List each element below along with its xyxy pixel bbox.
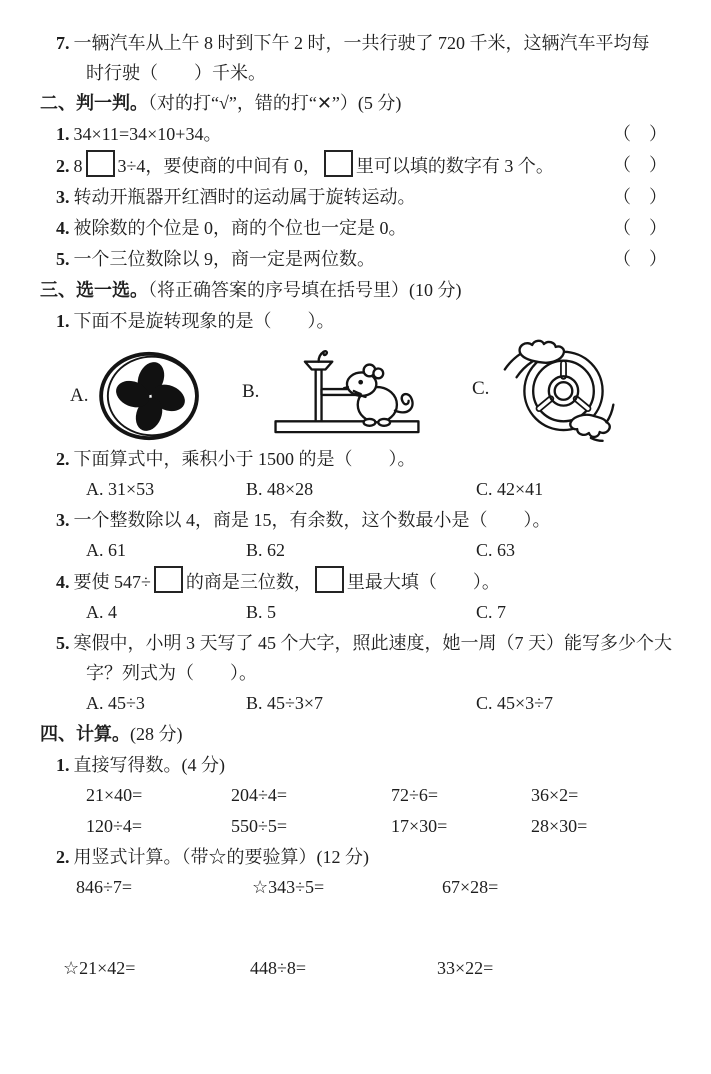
q1-picture-options xyxy=(40,340,669,438)
judge-text xyxy=(56,150,554,182)
calc-problem: 17×30= xyxy=(391,816,448,836)
question-number: 4. xyxy=(56,218,70,238)
question-7-line1 xyxy=(40,28,669,58)
calc-sub1-title xyxy=(40,750,669,780)
blank-box xyxy=(324,150,353,177)
option-c: C. 7 xyxy=(476,602,507,622)
option-a-group xyxy=(70,350,204,442)
judge-item-3 xyxy=(40,182,669,213)
judge-item-5 xyxy=(40,244,669,275)
question-text: 的商是三位数， xyxy=(185,572,312,592)
question-number: 3. xyxy=(56,187,70,207)
question-text: 下面算式中，乘积小于 1500 的是（ ）。 xyxy=(73,449,416,469)
question-text: 要使 547÷ xyxy=(73,572,151,592)
mouse-pressing-lever-icon xyxy=(267,346,425,438)
answer-bracket: （ ） xyxy=(613,187,667,207)
q5-options xyxy=(40,688,669,719)
question-text: 转动开瓶器开红酒时的运动属于旋转运动。 xyxy=(73,187,416,207)
choice-q4 xyxy=(40,566,669,597)
choice-q5-line2 xyxy=(40,658,669,688)
question-text: 里可以填的数字有 3 个。 xyxy=(355,156,554,176)
question-text: 被除数的个位是 0，商的个位也一定是 0。 xyxy=(73,218,407,238)
answer-bracket: （ ） xyxy=(613,155,667,175)
question-number: 7. xyxy=(56,33,70,53)
option-b-label: B. xyxy=(242,381,260,402)
subsection-number: 2. xyxy=(56,847,70,867)
calc-problem: 550÷5= xyxy=(231,816,288,836)
option-a: A. 45÷3 xyxy=(86,693,145,713)
question-text: 一辆汽车从上午 8 时到下午 2 时，一共行驶了 720 千米，这辆汽车平均每 xyxy=(73,33,650,53)
judge-item-4 xyxy=(40,213,669,244)
question-text: 时行驶（ ）千米。 xyxy=(86,63,266,83)
question-number: 2. xyxy=(56,156,70,176)
direct-calc-row-2 xyxy=(40,811,669,842)
option-b: B. 5 xyxy=(246,602,277,622)
question-text: 一个三位数除以 9，商一定是两位数。 xyxy=(73,249,375,269)
blank-box xyxy=(315,566,344,593)
question-text: 8 xyxy=(73,156,83,176)
option-c-group xyxy=(472,336,629,442)
question-text: 3÷4，要使商的中间有 0， xyxy=(117,156,321,176)
question-number: 1. xyxy=(56,311,70,331)
choice-q5-line1 xyxy=(40,628,672,658)
question-number: 1. xyxy=(56,124,70,144)
option-a: A. 31×53 xyxy=(86,479,155,499)
blank-box xyxy=(86,150,115,177)
option-c: C. 63 xyxy=(476,540,516,560)
calc-problem-starred: ☆343÷5= xyxy=(252,877,325,897)
option-b: B. 48×28 xyxy=(246,479,314,499)
calc-problem: 120÷4= xyxy=(86,816,143,836)
subsection-title: 用竖式计算。（带☆的要验算）(12 分) xyxy=(73,847,369,867)
direct-calc-row-1 xyxy=(40,780,669,811)
electric-fan-icon xyxy=(96,350,204,442)
judge-text xyxy=(56,213,407,244)
q3-options xyxy=(40,535,669,566)
section-3-heading xyxy=(40,275,669,306)
question-number: 4. xyxy=(56,572,70,592)
calc-problem: 28×30= xyxy=(531,816,588,836)
calc-problem: 21×40= xyxy=(86,785,143,805)
question-number: 5. xyxy=(56,633,70,653)
judge-item-2 xyxy=(40,150,669,182)
question-number: 3. xyxy=(56,510,70,530)
calc-problem: 36×2= xyxy=(531,785,579,805)
answer-bracket: （ ） xyxy=(613,249,667,269)
q2-options xyxy=(40,474,669,505)
question-number: 2. xyxy=(56,449,70,469)
calc-problem: 72÷6= xyxy=(391,785,439,805)
section-title: 二、判一判。 xyxy=(40,93,148,113)
option-c-label: C. xyxy=(472,378,490,399)
question-text: 34×11=34×10+34。 xyxy=(73,124,222,144)
question-number: 5. xyxy=(56,249,70,269)
question-text: 寒假中，小明 3 天写了 45 个大字，照此速度，她一周（7 天）能写多少个大 xyxy=(73,633,672,653)
section-title: 四、计算。 xyxy=(40,724,130,744)
subsection-number: 1. xyxy=(56,755,70,775)
calc-problem: 204÷4= xyxy=(231,785,288,805)
section-2-heading xyxy=(40,88,669,119)
option-b: B. 45÷3×7 xyxy=(246,693,324,713)
answer-bracket: （ ） xyxy=(613,124,667,144)
section-note: （将正确答案的序号填在括号里）(10 分) xyxy=(148,280,462,300)
vertical-calc-row-2 xyxy=(40,953,669,984)
calc-problem: 67×28= xyxy=(442,877,499,897)
judge-text xyxy=(56,244,375,275)
q4-options xyxy=(40,597,669,628)
option-c: C. 42×41 xyxy=(476,479,544,499)
section-note: （对的打“√”，错的打“✕”）(5 分) xyxy=(148,93,402,113)
subsection-title: 直接写得数。(4 分) xyxy=(73,755,225,775)
question-text: 字？列式为（ ）。 xyxy=(86,663,257,683)
choice-q2 xyxy=(40,444,669,474)
calc-problem-starred: ☆21×42= xyxy=(63,958,136,978)
judge-text xyxy=(56,182,416,213)
section-4-heading xyxy=(40,719,669,750)
vertical-calc-row-1 xyxy=(40,872,669,903)
question-text: 里最大填（ ）。 xyxy=(346,572,500,592)
calc-sub2-title xyxy=(40,842,669,872)
choice-q1 xyxy=(40,306,669,336)
judge-text xyxy=(56,119,221,150)
section-title: 三、选一选。 xyxy=(40,280,148,300)
calc-problem: 846÷7= xyxy=(76,877,133,897)
question-7-line2 xyxy=(40,58,669,88)
steering-wheel-hands-icon xyxy=(497,336,629,442)
question-text: 下面不是旋转现象的是（ ）。 xyxy=(73,311,335,331)
answer-bracket: （ ） xyxy=(613,218,667,238)
judge-item-1 xyxy=(40,119,669,150)
calc-problem: 33×22= xyxy=(437,958,494,978)
option-c: C. 45×3÷7 xyxy=(476,693,554,713)
choice-q3 xyxy=(40,505,669,535)
calc-problem: 448÷8= xyxy=(250,958,307,978)
option-b-group xyxy=(242,346,425,438)
option-a-label: A. xyxy=(70,385,89,406)
question-text: 一个整数除以 4，商是 15，有余数，这个数最小是（ ）。 xyxy=(73,510,551,530)
blank-box xyxy=(154,566,183,593)
section-points: (28 分) xyxy=(130,724,183,744)
option-a: A. 4 xyxy=(86,602,117,622)
option-b: B. 62 xyxy=(246,540,286,560)
option-a: A. 61 xyxy=(86,540,126,560)
